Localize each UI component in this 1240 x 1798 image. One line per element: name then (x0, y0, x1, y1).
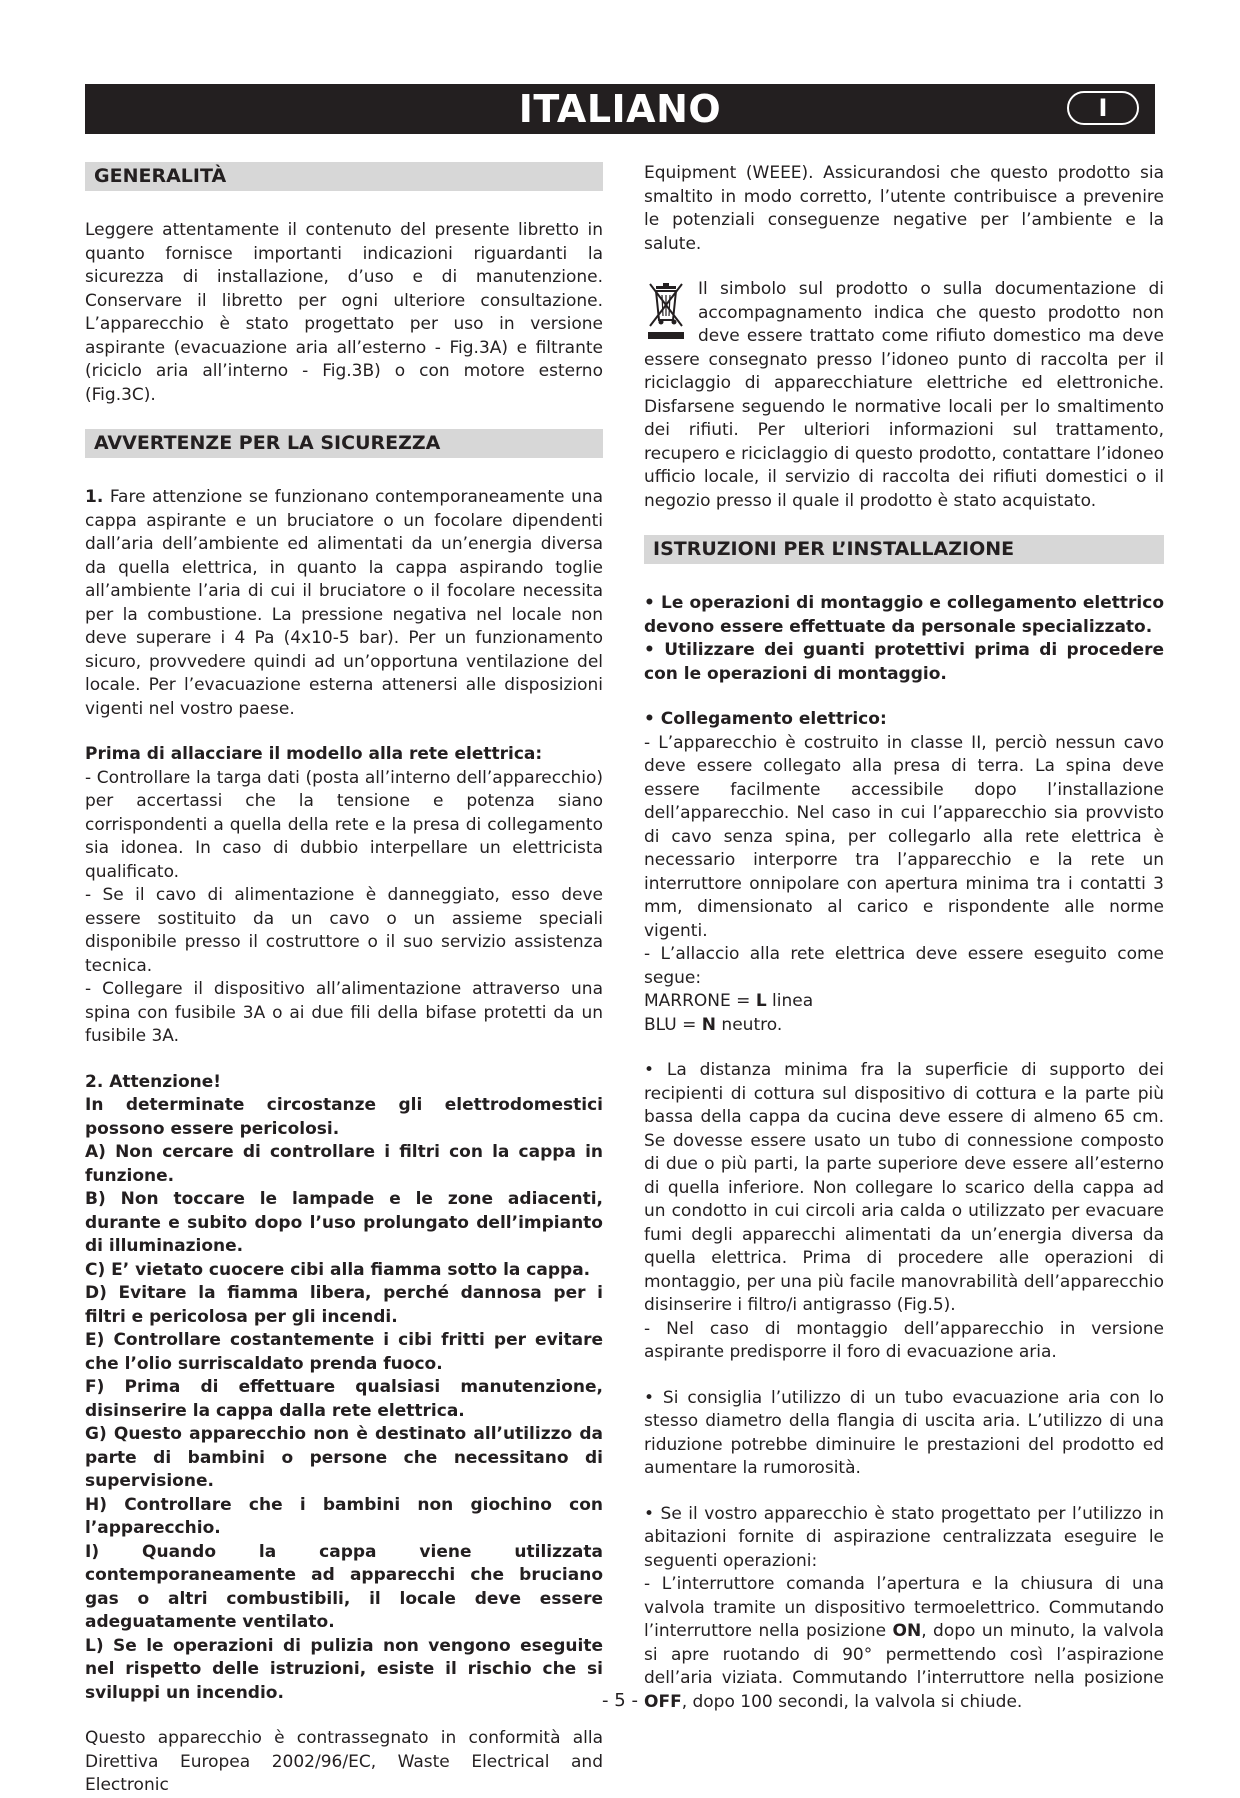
electrical-connection-heading: • Collegamento elettrico: (644, 709, 887, 729)
attention-item: I) Quando la cappa viene utilizzata contemporaneamente ad apparecchi che bruciano gas o altri combustibili, il locale deve essere adeguatamente ventilato. (85, 1541, 603, 1632)
attention-item: G) Questo apparecchio non è destinato all’utilizzo da parte di bambini o persone che necessitano di supervisione. (85, 1424, 603, 1491)
switch-text-c: , dopo 100 secondi, la valvola si chiude. (681, 1691, 1023, 1712)
attention-item: F) Prima di effettuare qualsiasi manutenzione, disinserire la cappa dalla rete elettrica. (85, 1377, 603, 1421)
prima-item-2: - Se il cavo di alimentazione è danneggiato, esso deve essere sostituito da un cavo o un assieme speciali disponibile presso il costruttore o il suo servizio assistenza tecnica. (85, 885, 603, 976)
attention-item: B) Non toccare le lampade e le zone adiacenti, durante e subito dopo l’uso prolungato dell’impianto di illuminazione. (85, 1189, 603, 1256)
paragraph-central-suction: • Se il vostro apparecchio è stato progettato per l’utilizzo in abitazioni fornite di aspirazione centralizzata eseguire le seguenti operazioni: (644, 1503, 1164, 1571)
paragraph-weee-symbol: Il simbolo sul prodotto o sulla documentazione di accompagnamento indica che questo prodotto non deve essere trattato come rifiuto domestico ma deve essere consegnato presso l’idoneo punto di raccolta per il riciclaggio di apparecchiature elettriche ed elettroniche. Disfarsene seguendo le normative locali per lo smaltimento dei rifiuti. Per ulteriori informazioni sul trattamento, recupero e riciclaggio di questo prodotto, contattare l’idoneo ufficio locale, il servizio di raccolta dei rifiuti domestici o il negozio presso il quale il prodotto è stato acquistato. (644, 279, 1164, 511)
wire-blue-code: N (701, 1014, 717, 1035)
attention-heading: 2. Attenzione! (85, 1071, 222, 1092)
attention-item: L) Se le operazioni di pulizia non vengono eseguite nel rispetto delle istruzioni, esiste il rischio che si sviluppi un incendio. (85, 1635, 603, 1703)
section-heading-generalita: GENERALITÀ (85, 162, 603, 191)
warning-item-1 (85, 486, 603, 721)
wire-brown-desc: linea (766, 991, 814, 1011)
wire-blue-desc: neutro. (716, 1014, 783, 1035)
attention-item: C) E’ vietato cuocere cibi alla fiamma sotto la cappa. (85, 1259, 591, 1280)
crossed-out-bin-icon (644, 280, 692, 344)
paragraph-generalita: Leggere attentamente il contenuto del presente libretto in quanto fornisce importanti indicazioni riguardanti la sicurezza di installazione, d’uso e di manutenzione. Conservare il libretto per ogni ulteriore consultazione. L’apparecchio è stato progettato per uso in versione aspirante (evacuazione aria all’esterno - Fig.3A) e filtrante (riciclo aria all’interno - Fig.3B) o con motore esterno (Fig.3C). (85, 220, 603, 405)
attention-item: A) Non cercare di controllare i filtri con la cappa in funzione. (85, 1142, 603, 1186)
left-column (85, 162, 603, 1798)
paragraph-weee-start: Questo apparecchio è contrassegnato in conformità alla Direttiva Europea 2002/96/EC, Waste Electrical and Electronic (85, 1728, 603, 1795)
language-header-bar (85, 84, 1155, 134)
switch-text-a: - L’interruttore comanda l’apertura e la chiusura di una valvola tramite un dispositivo termoelettrico. Commutando l’interruttore nella posizione (644, 1574, 1164, 1641)
paragraph-distance: • La distanza minima fra la superficie di supporto dei recipienti di cottura sul dispositivo di cottura e la parte più bassa della cappa da cucina deve essere di almeno 65 cm. Se dovesse essere usato un tubo di connessione composto di due o più parti, la parte superiore deve essere all’esterno di quella inferiore. Non collegare lo scarico della cappa ad un condotto in cui circoli aria calda o utilizzato per evacuare fumi degli apparecchi alimentati da un’energia diversa da quella elettrica. Prima di procedere alle operazioni di montaggio, per una più facile manovrabilità dell’apparecchio disinserire i filtro/i antigrasso (Fig.5). (644, 1060, 1164, 1315)
wire-brown (644, 990, 1164, 1014)
language-badge: I (1067, 91, 1139, 125)
electrical-connection-item-2: - L’allaccio alla rete elettrica deve essere eseguito come segue: (644, 944, 1164, 988)
warning-item-1-text: Fare attenzione se funzionano contemporaneamente una cappa aspirante e un bruciatore o un focolare dipendenti dall’aria dell’ambiente ed alimentati da un’energia diversa da quella elettrica, in quanto la cappa aspirando toglie all’ambiente l’aria di cui il bruciatore o il focolare necessita per la combustione. La pressione negativa nel locale non deve superare i 4 Pa (4x10-5 bar). Per un funzionamento sicuro, provvedere quindi ad un’opportuna ventilazione del locale. Per l’evacuazione esterna attenersi alle disposizioni vigenti nel vostro paese. (85, 487, 603, 719)
prima-item-1: - Controllare la targa dati (posta all’interno dell’apparecchio) per accertassi che la tensione e potenza siano corrispondenti a quella della rete e la presa di collegamento sia idonea. In caso di dubbio interpellare un elettricista qualificato. (85, 767, 603, 882)
prima-item-3: - Collegare il dispositivo all’alimentazione attraverso una spina con fusibile 3A o ai due fili della bifase protetti da un fusibile 3A. (85, 979, 603, 1046)
warning-item-1-number: 1. (85, 487, 104, 507)
paragraph-exhaust-tube: • Si consiglia l’utilizzo di un tubo evacuazione aria con lo stesso diametro della flangia di uscita aria. L’utilizzo di una riduzione potrebbe diminuire le prestazioni del prodotto ed aumentare la rumorosità. (644, 1387, 1164, 1478)
bold-note-2: • Utilizzare dei guanti protettivi prima di procedere con le operazioni di montaggio. (644, 640, 1164, 684)
section-heading-istruzioni: ISTRUZIONI PER L’INSTALLAZIONE (644, 535, 1164, 564)
right-column (644, 162, 1164, 1714)
prima-heading: Prima di allacciare il modello alla rete elettrica: (85, 744, 543, 764)
weee-block (644, 278, 1164, 513)
attention-item: D) Evitare la fiamma libera, perché dannosa per i filtri e pericolosa per gli incendi. (85, 1283, 603, 1327)
switch-on-label: ON (892, 1621, 922, 1641)
switch-off-label: OFF (644, 1691, 682, 1712)
page-number: - 5 - (602, 1690, 638, 1711)
switch-text-b: , dopo un minuto, la valvola si apre ruotando di 90° permettendo così l’aspirazione dell’aria viziata. Commutando l’interruttore nella posizione (644, 1621, 1164, 1688)
wire-brown-code: L (755, 991, 767, 1011)
attention-item: H) Controllare che i bambini non giochino con l’apparecchio. (85, 1494, 603, 1538)
section-heading-avvertenze: AVVERTENZE PER LA SICUREZZA (85, 429, 603, 458)
page-title: ITALIANO (518, 87, 722, 131)
paragraph-weee-continued: Equipment (WEEE). Assicurandosi che questo prodotto sia smaltito in modo corretto, l’utente contribuisce a prevenire le potenziali conseguenze negative per l’ambiente e la salute. (644, 163, 1164, 254)
wire-blue (644, 1014, 1164, 1038)
bold-note-1: • Le operazioni di montaggio e collegamento elettrico devono essere effettuate da personale specializzato. (644, 593, 1164, 637)
attention-intro: In determinate circostanze gli elettrodomestici possono essere pericolosi. (85, 1095, 603, 1139)
wire-blue-label: BLU = (644, 1014, 702, 1035)
wire-brown-label: MARRONE = (644, 991, 756, 1011)
paragraph-exhaust-hole: - Nel caso di montaggio dell’apparecchio in versione aspirante predisporre il foro di evacuazione aria. (644, 1318, 1164, 1362)
electrical-connection-item-1: - L’apparecchio è costruito in classe II, perciò nessun cavo deve essere collegato alla presa di terra. La spina deve essere facilmente accessibile dopo l’installazione dell’apparecchio. Nel caso in cui l’apparecchio sia provvisto di cavo senza spina, per collegarlo alla rete elettrica è necessario interporre tra l’apparecchio e la rete un interruttore onnipolare con apertura minima tra i contatti 3 mm, dimensionato al carico e rispondente alle norme vigenti. (644, 732, 1164, 941)
attention-item: E) Controllare costantemente i cibi fritti per evitare che l’olio surriscaldato prenda fuoco. (85, 1330, 603, 1374)
